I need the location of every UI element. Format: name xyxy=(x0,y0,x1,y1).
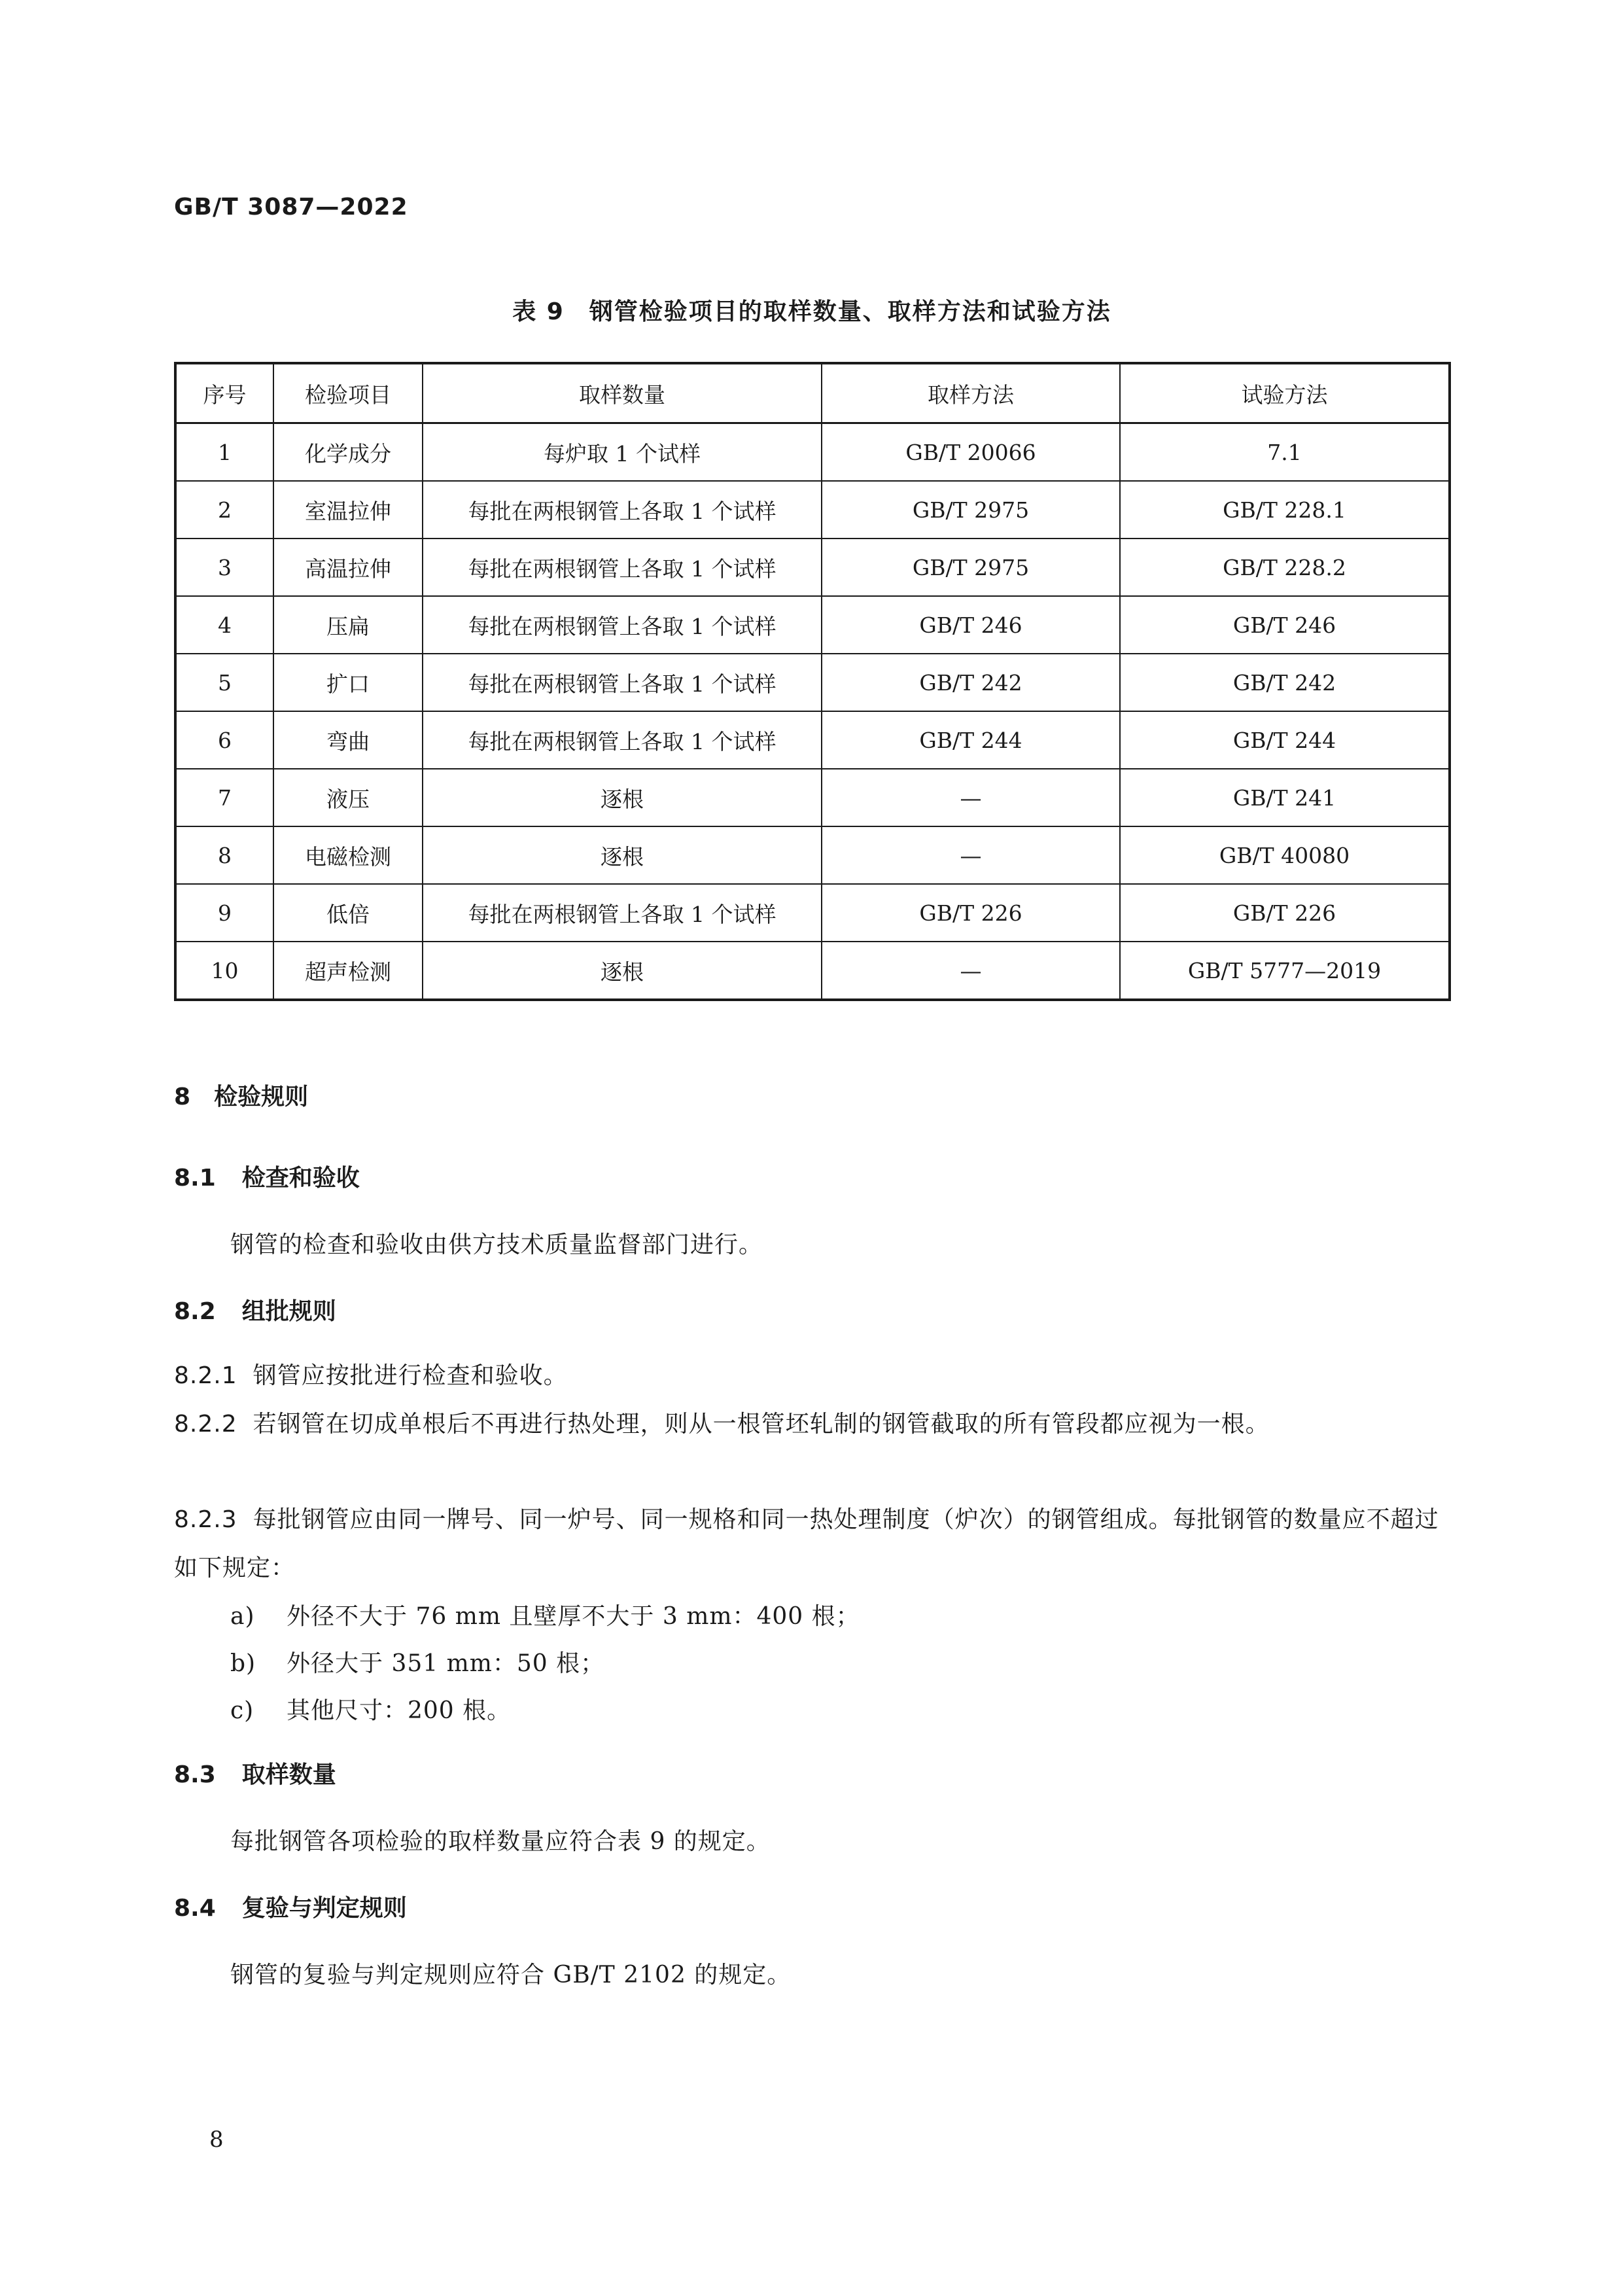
section-8-number: 8 xyxy=(174,1084,191,1110)
inspection-table xyxy=(174,362,1451,1001)
cell-sample-quantity: 每批在两根钢管上各取 1 个试样 xyxy=(423,711,822,769)
cell-sample-quantity: 逐根 xyxy=(423,942,822,1000)
cell-item: 化学成分 xyxy=(273,423,423,482)
cell-item: 电磁检测 xyxy=(273,826,423,884)
clause-8-2-2-text: 若钢管在切成单根后不再进行热处理，则从一根管坯轧制的钢管截取的所有管段都应视为一根。 xyxy=(253,1411,1270,1438)
section-8-2-heading xyxy=(174,1293,336,1326)
cell-sample-quantity: 每批在两根钢管上各取 1 个试样 xyxy=(423,654,822,711)
table-row xyxy=(175,826,1450,884)
cell-sampling-method: GB/T 2975 xyxy=(822,539,1120,596)
clause-8-2-2 xyxy=(174,1400,1450,1449)
cell-no: 8 xyxy=(175,826,273,884)
cell-item: 高温拉伸 xyxy=(273,539,423,596)
cell-test-method: GB/T 228.2 xyxy=(1120,539,1450,596)
cell-no: 10 xyxy=(175,942,273,1000)
section-8-4-heading xyxy=(174,1890,407,1923)
cell-sample-quantity: 每批在两根钢管上各取 1 个试样 xyxy=(423,884,822,942)
clause-8-2-2-number: 8.2.2 xyxy=(174,1411,237,1438)
list-marker: a) xyxy=(230,1603,255,1630)
cell-item: 扩口 xyxy=(273,654,423,711)
section-8-1-heading xyxy=(174,1159,360,1193)
table-row xyxy=(175,769,1450,826)
clause-8-2-3 xyxy=(174,1496,1450,1593)
cell-sample-quantity: 逐根 xyxy=(423,769,822,826)
section-8-3-text: 每批钢管各项检验的取样数量应符合表 9 的规定。 xyxy=(230,1828,771,1855)
cell-test-method: GB/T 226 xyxy=(1120,884,1450,942)
column-header-test-method: 试验方法 xyxy=(1120,363,1450,423)
column-header-sample-quantity: 取样数量 xyxy=(423,363,822,423)
column-header-item: 检验项目 xyxy=(273,363,423,423)
section-8-4-title: 复验与判定规则 xyxy=(241,1895,407,1922)
cell-no: 3 xyxy=(175,539,273,596)
section-8-4-number: 8.4 xyxy=(174,1895,216,1922)
cell-no: 2 xyxy=(175,481,273,539)
list-item xyxy=(230,1692,511,1725)
list-item-text: 外径大于 351 mm：50 根； xyxy=(287,1650,605,1677)
cell-item: 低倍 xyxy=(273,884,423,942)
cell-item: 压扁 xyxy=(273,596,423,654)
cell-sampling-method: — xyxy=(822,826,1120,884)
cell-no: 9 xyxy=(175,884,273,942)
column-header-sampling-method: 取样方法 xyxy=(822,363,1120,423)
cell-item: 液压 xyxy=(273,769,423,826)
column-header-no: 序号 xyxy=(175,363,273,423)
clause-8-2-1-number: 8.2.1 xyxy=(174,1362,237,1389)
section-8-2-title: 组批规则 xyxy=(241,1298,336,1325)
cell-no: 7 xyxy=(175,769,273,826)
table-row xyxy=(175,596,1450,654)
table-row xyxy=(175,539,1450,596)
cell-test-method: GB/T 242 xyxy=(1120,654,1450,711)
cell-test-method: GB/T 244 xyxy=(1120,711,1450,769)
section-8-3-title: 取样数量 xyxy=(241,1761,336,1788)
cell-no: 6 xyxy=(175,711,273,769)
cell-sampling-method: GB/T 242 xyxy=(822,654,1120,711)
table-header-row xyxy=(175,363,1450,423)
table-row xyxy=(175,423,1450,482)
list-marker: b) xyxy=(230,1650,256,1677)
table-row xyxy=(175,654,1450,711)
table-row xyxy=(175,884,1450,942)
cell-sample-quantity: 每批在两根钢管上各取 1 个试样 xyxy=(423,539,822,596)
table-row xyxy=(175,481,1450,539)
cell-sample-quantity: 每炉取 1 个试样 xyxy=(423,423,822,482)
standard-code: GB/T 3087—2022 xyxy=(174,194,408,221)
cell-test-method: 7.1 xyxy=(1120,423,1450,482)
table-row xyxy=(175,711,1450,769)
section-8-1-title: 检查和验收 xyxy=(241,1165,360,1192)
cell-sampling-method: — xyxy=(822,942,1120,1000)
cell-sampling-method: GB/T 226 xyxy=(822,884,1120,942)
cell-no: 5 xyxy=(175,654,273,711)
cell-sample-quantity: 逐根 xyxy=(423,826,822,884)
cell-sampling-method: GB/T 2975 xyxy=(822,481,1120,539)
table-row xyxy=(175,942,1450,1000)
cell-no: 1 xyxy=(175,423,273,482)
clause-8-2-1-text: 钢管应按批进行检查和验收。 xyxy=(253,1362,568,1389)
list-item-text: 外径不大于 76 mm 且壁厚不大于 3 mm：400 根； xyxy=(287,1603,860,1630)
list-item-text: 其他尺寸：200 根。 xyxy=(287,1697,512,1724)
cell-test-method: GB/T 40080 xyxy=(1120,826,1450,884)
section-8-heading xyxy=(174,1078,308,1112)
section-8-4-text: 钢管的复验与判定规则应符合 GB/T 2102 的规定。 xyxy=(230,1962,792,1988)
section-8-3-number: 8.3 xyxy=(174,1761,216,1788)
list-marker: c) xyxy=(230,1697,254,1724)
clause-8-2-3-number: 8.2.3 xyxy=(174,1506,237,1533)
cell-no: 4 xyxy=(175,596,273,654)
cell-item: 弯曲 xyxy=(273,711,423,769)
page-number: 8 xyxy=(209,2127,224,2153)
section-8-3-heading xyxy=(174,1756,336,1790)
cell-sampling-method: — xyxy=(822,769,1120,826)
list-item xyxy=(230,1645,604,1678)
cell-test-method: GB/T 241 xyxy=(1120,769,1450,826)
cell-sampling-method: GB/T 244 xyxy=(822,711,1120,769)
cell-item: 超声检测 xyxy=(273,942,423,1000)
cell-item: 室温拉伸 xyxy=(273,481,423,539)
cell-sample-quantity: 每批在两根钢管上各取 1 个试样 xyxy=(423,596,822,654)
cell-sample-quantity: 每批在两根钢管上各取 1 个试样 xyxy=(423,481,822,539)
section-8-1-number: 8.1 xyxy=(174,1165,216,1192)
cell-test-method: GB/T 246 xyxy=(1120,596,1450,654)
table-title: 表 9 钢管检验项目的取样数量、取样方法和试验方法 xyxy=(512,298,1111,325)
section-8-1-text: 钢管的检查和验收由供方技术质量监督部门进行。 xyxy=(230,1231,763,1258)
cell-sampling-method: GB/T 20066 xyxy=(822,423,1120,482)
section-8-2-number: 8.2 xyxy=(174,1298,216,1325)
section-8-title: 检验规则 xyxy=(214,1084,309,1110)
clause-8-2-1 xyxy=(174,1352,1450,1400)
clause-8-2-3-text: 每批钢管应由同一牌号、同一炉号、同一规格和同一热处理制度（炉次）的钢管组成。每批钢管的数量应不超过如下规定： xyxy=(174,1506,1439,1581)
cell-test-method: GB/T 228.1 xyxy=(1120,481,1450,539)
list-item xyxy=(230,1598,860,1631)
cell-test-method: GB/T 5777—2019 xyxy=(1120,942,1450,1000)
cell-sampling-method: GB/T 246 xyxy=(822,596,1120,654)
